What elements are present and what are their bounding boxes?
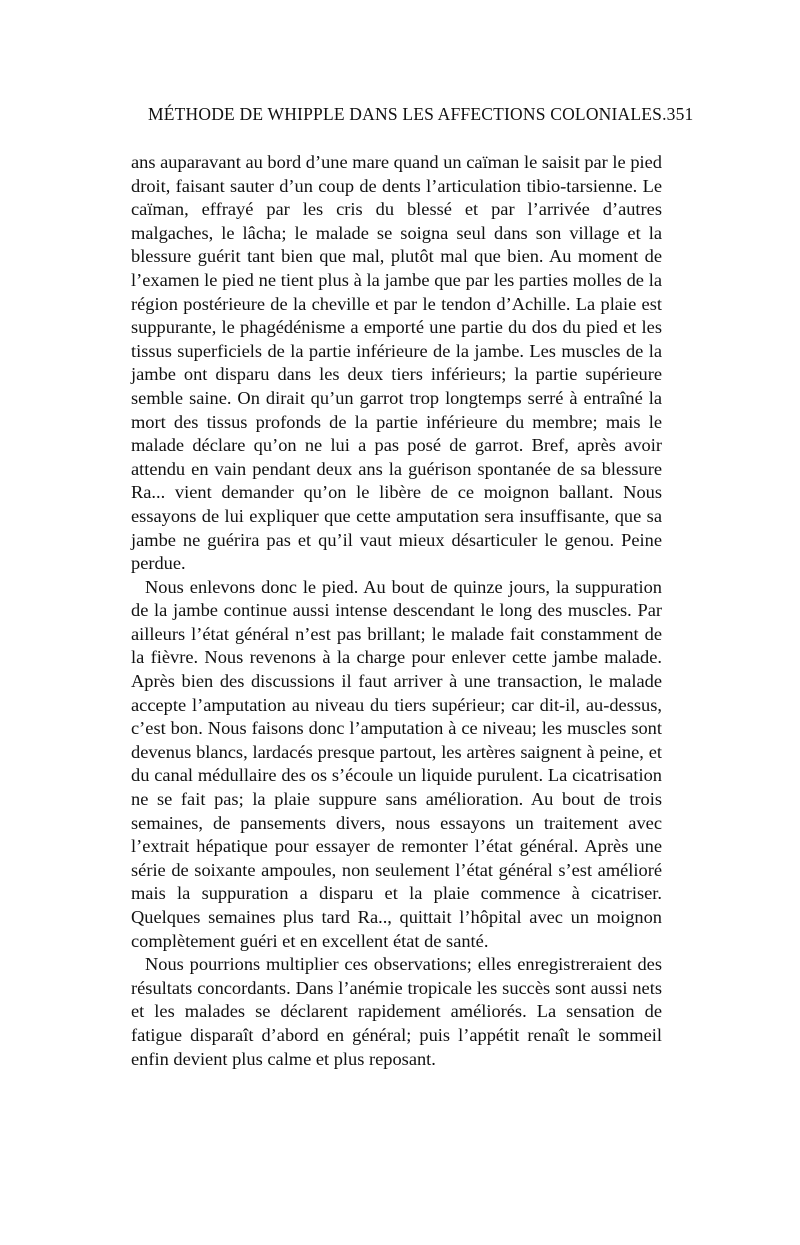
running-title: MÉTHODE DE WHIPPLE DANS LES AFFECTIONS COLONIALES. — [148, 104, 667, 124]
paragraph-1: ans auparavant au bord d’une mare quand un caïman le saisit par le pied droit, faisant sauter d’un coup de dents l’articulation tibio-tarsienne. Le caïman, effrayé par les cris du blessé et par l’arrivée d’autres malgaches, le lâcha; le malade se soigna seul dans son village et la blessure guérit tant bien que mal, plutôt mal que bien. Au moment de l’examen le pied ne tient plus à la jambe que par les parties molles de la région postérieure de la cheville et par le tendon d’Achille. La plaie est suppurante, le phagédénisme a emporté une partie du dos du pied et les tissus superficiels de la partie inférieure de la jambe. Les muscles de la jambe ont disparu dans les deux tiers inférieurs; la partie supérieure semble saine. On dirait qu’un garrot trop longtemps serré à entraîné la mort des tissus profonds de la partie inférieure du membre; mais le malade déclare qu’on ne lui a pas posé de garrot. Bref, après avoir attendu en vain pendant deux ans la guérison spontanée de sa blessure Ra... vient demander qu’on le libère de ce moignon ballant. Nous essayons de lui expliquer que cette amputation sera insuffisante, que sa jambe ne guérira pas et qu’il vaut mieux désarticuler le genou. Peine perdue. — [131, 152, 662, 574]
paragraph-3: Nous pourrions multiplier ces observations; elles enregistreraient des résultats concordants. Dans l’anémie tropicale les succès sont aussi nets et les malades se déclarent rapidement améliorés. La sensation de fatigue disparaît d’abord en général; puis l’appétit renaît le sommeil enfin devient plus calme et plus reposant. — [131, 954, 662, 1069]
paragraph-2: Nous enlevons donc le pied. Au bout de quinze jours, la suppuration de la jambe continue aussi intense descendant le long des muscles. Par ailleurs l’état général n’est pas brillant; le malade fait constamment de la fièvre. Nous revenons à la charge pour enlever cette jambe malade. Après bien des discussions il faut arriver à une transaction, le malade accepte l’amputation au niveau du tiers supérieur; car dit-il, au-dessus, c’est bon. Nous faisons donc l’amputation à ce niveau; les muscles sont devenus blancs, lardacés presque partout, les artères saignent à peine, et du canal médullaire des os s’écoule un liquide purulent. La cicatrisation ne se fait pas; la plaie suppure sans amélioration. Au bout de trois semaines, de pansements divers, nous essayons un traitement avec l’extrait hépatique pour essayer de remonter l’état général. Après une série de soixante ampoules, non seulement l’état général s’est amélioré mais la suppuration a disparu et la plaie commence à cicatriser. Quelques semaines plus tard Ra.., quittait l’hôpital avec un moignon complètement guéri et en excellent état de santé. — [131, 576, 662, 951]
page-number: 351 — [666, 104, 694, 124]
body-text — [131, 151, 662, 1071]
running-header — [148, 104, 694, 125]
